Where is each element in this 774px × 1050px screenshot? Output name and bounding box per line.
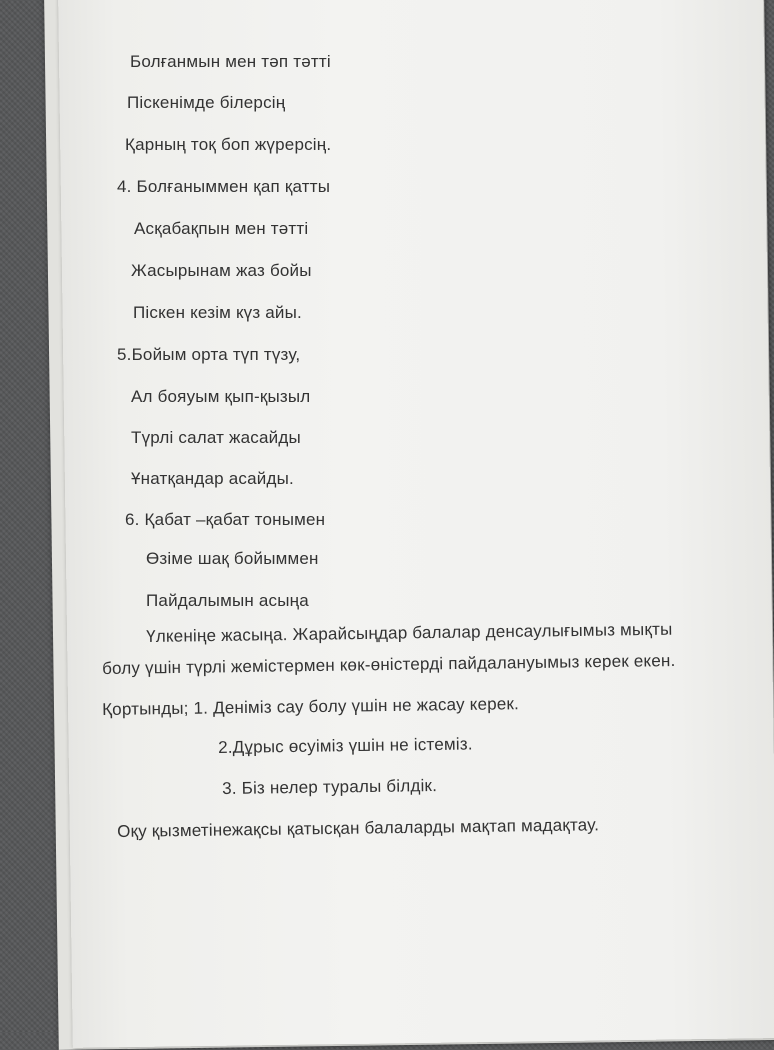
text-line: Қарның тоқ боп жүрерсің.	[125, 135, 332, 154]
text-line: Үлкеніңе жасыңа. Жарайсыңдар балалар денсаулығымыз мықты	[146, 619, 673, 646]
text-line: болу үшін түрлі жемістермен көк-өністерді пайдалануымыз керек екен.	[102, 650, 676, 678]
text-line: Асқабақпын мен тәтті	[134, 219, 309, 238]
text-line: 6. Қабат –қабат тонымен	[125, 510, 326, 529]
text-line: 5.Бойым орта түп түзу,	[117, 345, 301, 364]
text-line: Оқу қызметінежақсы қатысқан балаларды мақтап мадақтау.	[117, 815, 600, 841]
text-line: Ұнатқандар асайды.	[131, 469, 294, 488]
text-line: Піскен кезім күз айы.	[133, 303, 302, 322]
text-line: 3. Біз нелер туралы білдік.	[222, 775, 438, 798]
text-line: Түрлі салат жасайды	[131, 428, 301, 447]
text-line: Жасырынам жаз бойы	[131, 261, 312, 280]
text-line: Өзіме шақ бойыммен	[146, 549, 319, 568]
text-line: Піскенімде білерсің	[127, 93, 286, 112]
text-line: 4. Болғаныммен қап қатты	[117, 177, 331, 196]
text-line: 2.Дұрыс өсуіміз үшін не істеміз.	[218, 734, 473, 757]
text-line: Пайдалымын асыңа	[146, 591, 309, 610]
text-line: Ал бояуым қып-қызыл	[131, 387, 311, 406]
text-line: Қортынды; 1. Деніміз сау болу үшін не жасау керек.	[102, 694, 520, 719]
text-line: Болғанмын мен тәп тәтті	[130, 52, 331, 71]
